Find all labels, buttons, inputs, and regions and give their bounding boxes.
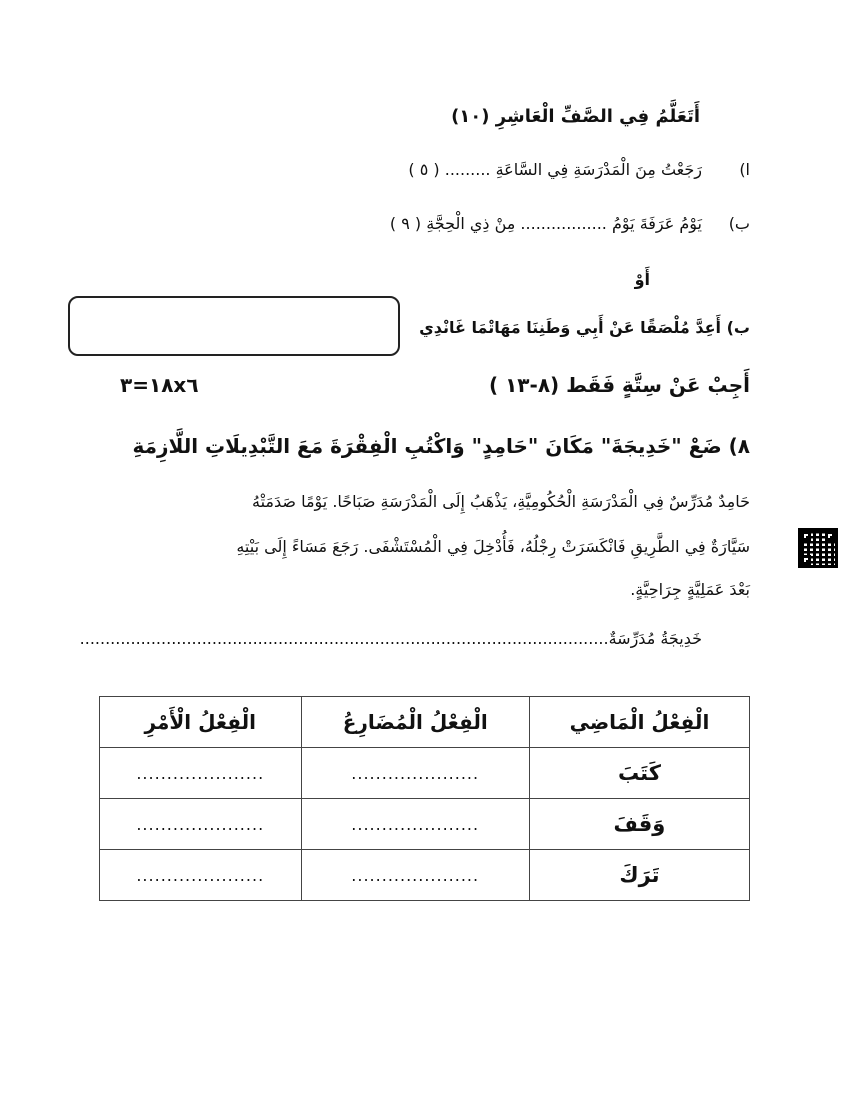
item-a <box>408 160 702 179</box>
blank-cell[interactable]: ..................... <box>100 850 302 901</box>
qr-finder-icon <box>801 531 811 541</box>
header-present: الْفِعْلُ الْمُضَارِعُ <box>301 697 529 748</box>
header-imperative: الْفِعْلُ الْأَمْرِ <box>100 697 302 748</box>
table-row <box>100 799 750 850</box>
verb-table <box>99 696 750 901</box>
blank-cell[interactable]: ..................... <box>100 748 302 799</box>
score-label: ١٨=٣x٦ <box>120 373 199 397</box>
paragraph-line-3: بَعْدَ عَمَلِيَّةٍ جِرَاحِيَّةٍ. <box>630 580 750 599</box>
blank-cell[interactable]: ..................... <box>100 799 302 850</box>
qr-finder-icon <box>825 531 835 541</box>
item-b-number: ( ٩ ) <box>389 214 422 233</box>
qr-code-icon <box>798 528 838 568</box>
answer-heading <box>489 373 750 397</box>
item-a-marker: ا) <box>739 160 750 179</box>
item-b-text: يَوْمُ عَرَفَةَ يَوْمُ ................. مِنْ ذِي الْحِجَّةِ <box>426 214 702 233</box>
answer-heading-text: أَجِبْ عَنْ سِتَّةٍ فَقَط <box>566 373 750 397</box>
question-8-title: ٨) ضَعْ "خَدِيجَةَ" مَكَانَ "حَامِدٍ" وَاكْتُبِ الْفِقْرَةَ مَعَ التَّبْدِيلَاتِ اللَّازِمَةِ <box>132 434 750 458</box>
verb-cell: تَرَكَ <box>529 850 749 901</box>
verb-cell: كَتَبَ <box>529 748 749 799</box>
table-row <box>100 748 750 799</box>
qr-finder-icon <box>801 555 811 565</box>
verb-cell: وَقَفَ <box>529 799 749 850</box>
or-label: أَوْ <box>634 270 650 289</box>
item-b-marker: ب) <box>728 214 750 233</box>
table-header-row <box>100 697 750 748</box>
section-title-number: (١٠) <box>451 106 490 127</box>
answer-line[interactable]: خَدِيجَةُ مُدَرِّسَةٌ........................................................................................................ <box>79 629 702 648</box>
table-row <box>100 850 750 901</box>
item-a-number: ( ٥ ) <box>408 160 440 179</box>
header-past: الْفِعْلُ الْمَاضِي <box>529 697 749 748</box>
answer-heading-range: (٨-١٣ ) <box>488 373 560 397</box>
paragraph-line-1: حَامِدٌ مُدَرِّسٌ فِي الْمَدْرَسَةِ الْحُكُومِيَّةِ، يَذْهَبُ إِلَى الْمَدْرَسَةِ صَبَاحًا. يَوْمًا صَدَمَتْهُ <box>252 492 750 511</box>
item-b <box>390 214 702 233</box>
section-title <box>451 106 700 127</box>
item-b2-text: ب) أَعِدَّ مُلْصَقًا عَنْ أَبِي وَطَنِنَا مَهَاتْمَا غَانْدِي <box>419 318 750 337</box>
paragraph-line-2: سَيَّارَةٌ فِي الطَّرِيقِ فَانْكَسَرَتْ رِجْلُهُ، فَأُدْخِلَ فِي الْمُسْتَشْفَى. رَجَعَ مَسَاءً إِلَى بَيْتِهِ <box>236 537 750 556</box>
blank-cell[interactable]: ..................... <box>301 850 529 901</box>
section-title-text: أَتَعَلَّمُ فِي الصَّفِّ الْعَاشِرِ <box>495 106 700 127</box>
item-a-text: رَجَعْتُ مِنَ الْمَدْرَسَةِ فِي السَّاعَةِ ......... <box>444 160 702 179</box>
answer-box[interactable] <box>68 296 400 356</box>
blank-cell[interactable]: ..................... <box>301 748 529 799</box>
blank-cell[interactable]: ..................... <box>301 799 529 850</box>
